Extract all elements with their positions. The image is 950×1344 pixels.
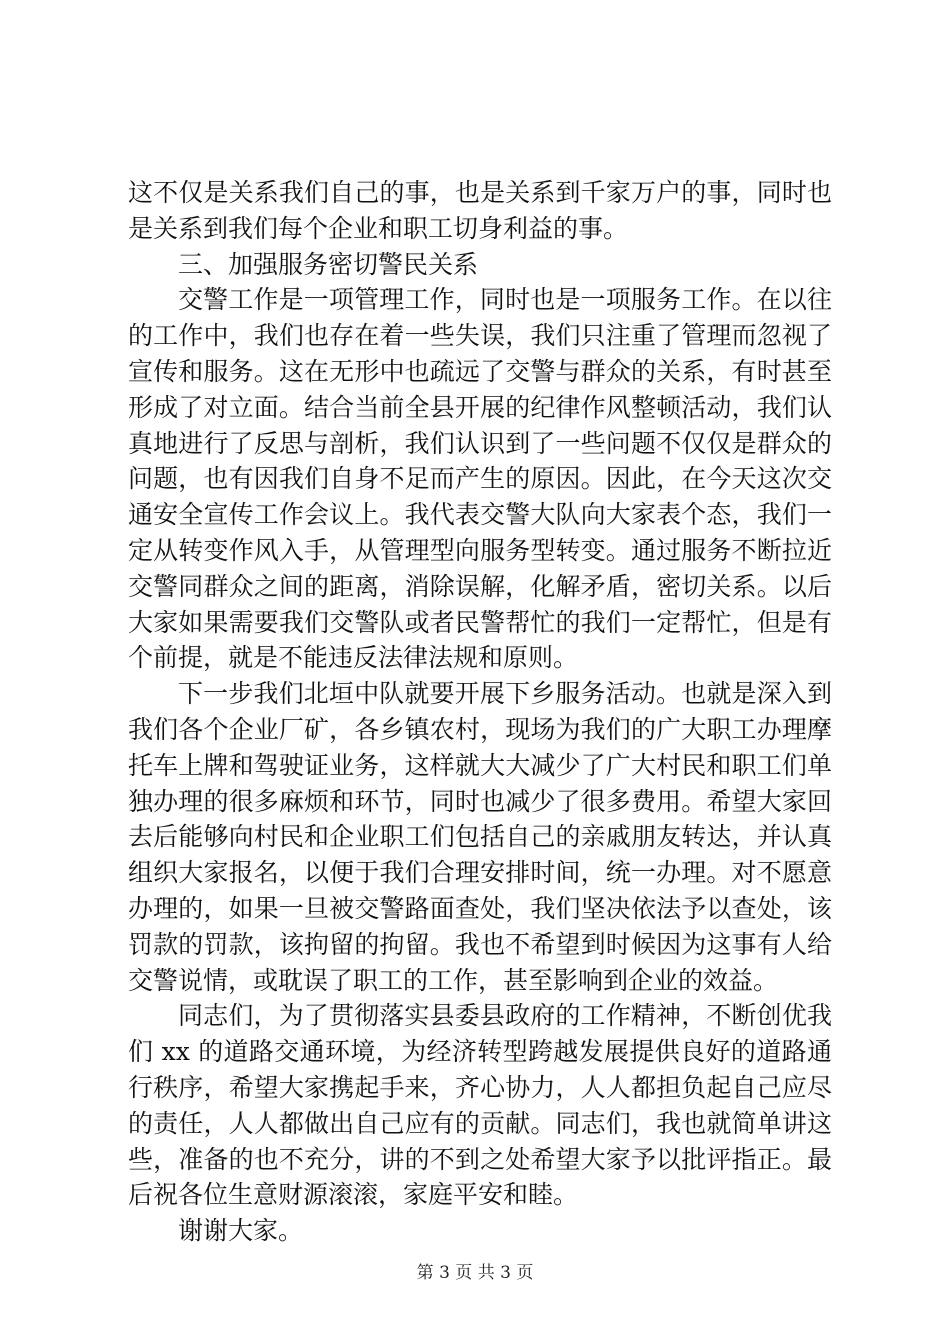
closing-line: 谢谢大家。 [178,1216,304,1246]
page-footer: 第 3 页 共 3 页 [416,1263,534,1283]
paragraph-continuation: 这不仅是关系我们自己的事，也是关系到千家万户的事，同时也是关系到我们每个企业和职工切身利益的事。 [128,178,832,243]
paragraph: 下一步我们北垣中队就要开展下乡服务活动。也就是深入到我们各个企业厂矿，各乡镇农村，现场为我们的广大职工办理摩托车上牌和驾驶证业务，这样就大大减少了广大村民和职工们单独办理的很多麻烦和环节，同时也减少了很多费用。希望大家回去后能够向村民和企业职工们包括自己的亲戚朋友转达，并认真组织大家报名，以便于我们合理安排时间，统一办理。对不愿意办理的，如果一旦被交警路面查处，我们坚决依法予以查处，该罚款的罚款，该拘留的拘留。我也不希望到时候因为这事有人给交警说情，或耽误了职工的工作，甚至影响到企业的效益。 [128,679,832,995]
paragraph: 交警工作是一项管理工作，同时也是一项服务工作。在以往的工作中，我们也存在着一些失误，我们只注重了管理而忽视了宣传和服务。这在无形中也疏远了交警与群众的关系，有时甚至形成了对立面。结合当前全县开展的纪律作风整顿活动，我们认真地进行了反思与剖析，我们认识到了一些问题不仅仅是群众的问题，也有因我们自身不足而产生的原因。因此，在今天这次交通安全宣传工作会议上。我代表交警大队向大家表个态，我们一定从转变作风入手，从管理型向服务型转变。通过服务不断拉近交警同群众之间的距离，消除误解，化解矛盾，密切关系。以后大家如果需要我们交警队或者民警帮忙的我们一定帮忙，但是有个前提，就是不能违反法律法规和原则。 [128,285,832,673]
paragraph: 同志们，为了贯彻落实县委县政府的工作精神，不断创优我们 xx 的道路交通环境，为经济转型跨越发展提供良好的道路通行秩序，希望大家携起手来，齐心协力，人人都担负起自己应尽的责任，人人都做出自己应有的贡献。同志们，我也就简单讲这些，准备的也不充分，讲的不到之处希望大家予以批评指正。最后祝各位生意财源滚滚，家庭平安和睦。 [128,1001,832,1210]
section-heading: 三、加强服务密切警民关系 [178,249,479,279]
document-body [128,175,832,1249]
